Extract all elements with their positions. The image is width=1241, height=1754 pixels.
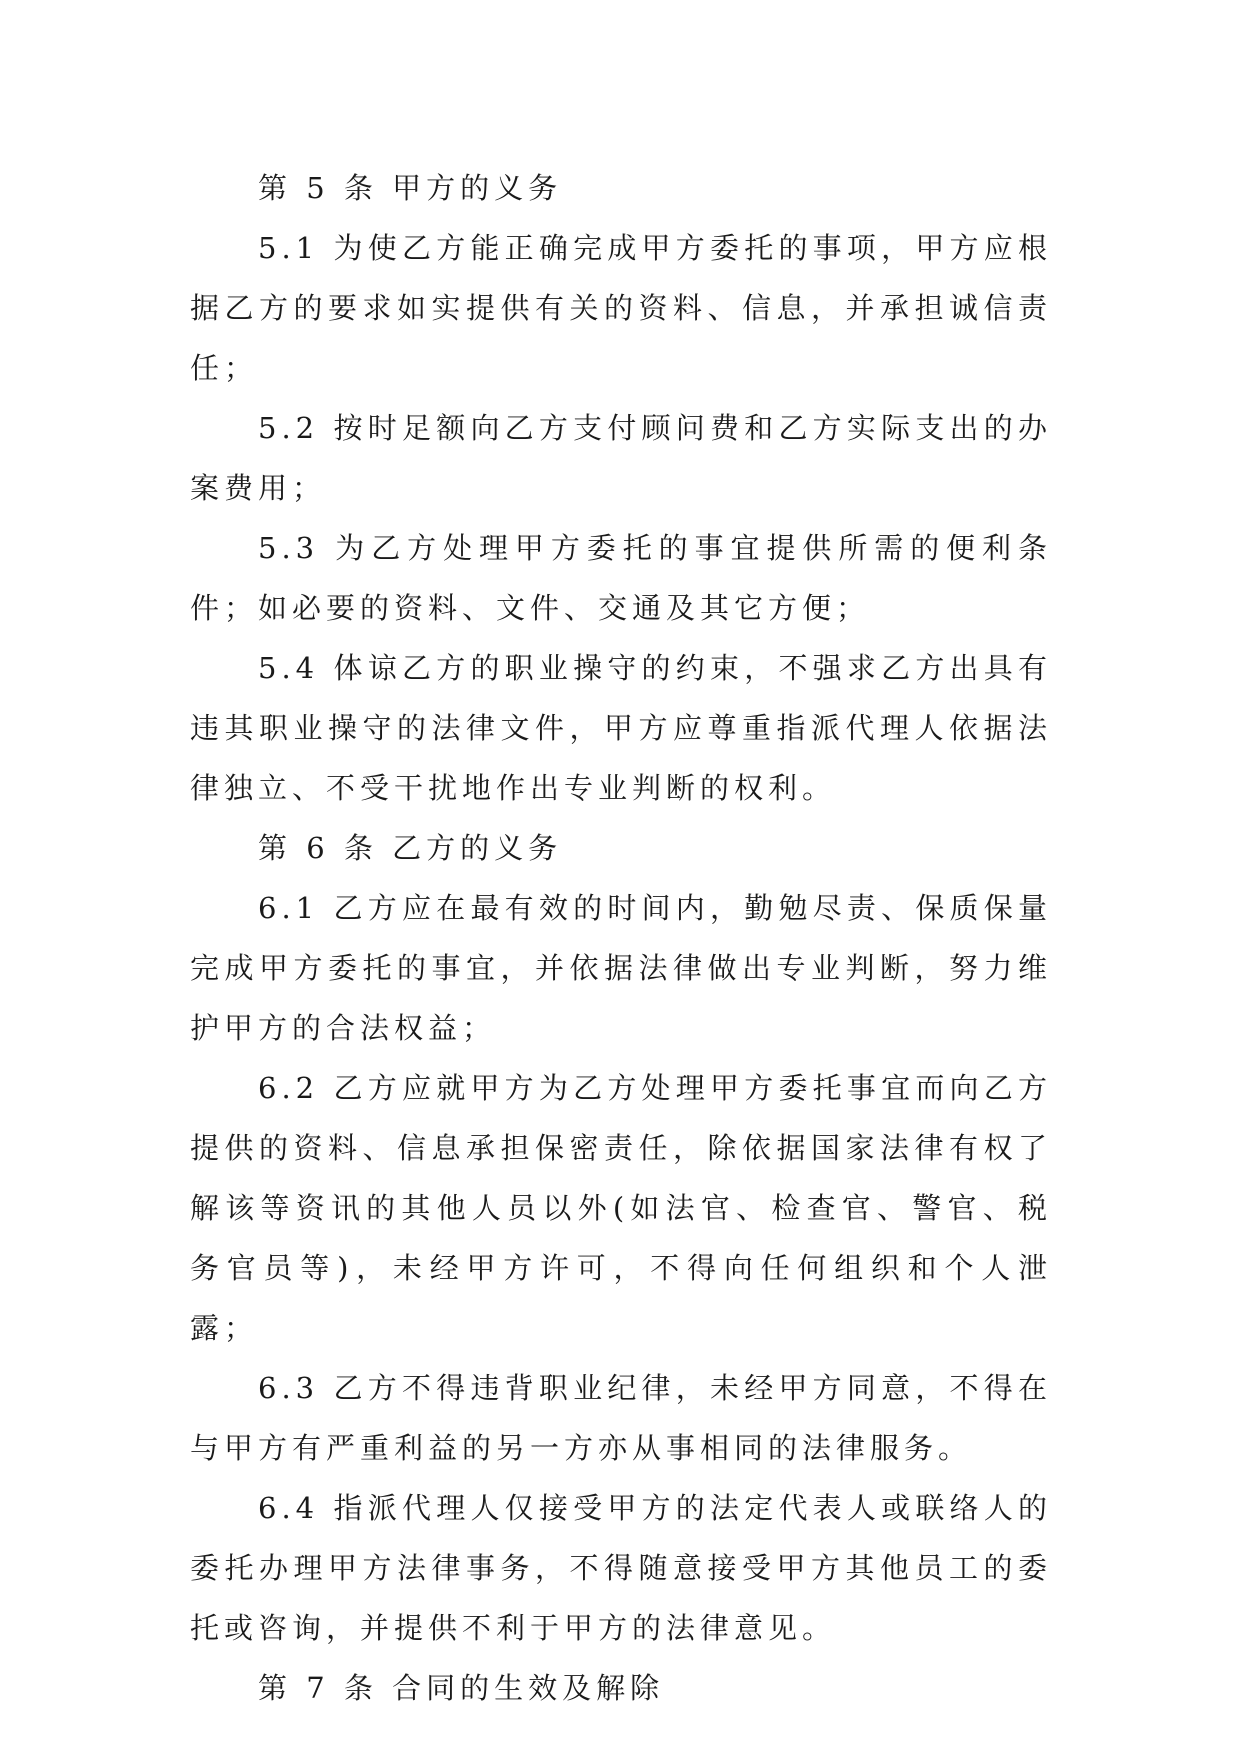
document-body <box>190 158 1052 1718</box>
clause-5-3: 5.3 为乙方处理甲方委托的事宜提供所需的便利条件；如必要的资料、文件、交通及其它方便； <box>190 531 1052 625</box>
clause-6-3: 6.3 乙方不得违背职业纪律，未经甲方同意，不得在与甲方有严重利益的另一方亦从事相同的法律服务。 <box>190 1371 1052 1465</box>
article-5-heading: 第 5 条 甲方的义务 <box>258 171 563 205</box>
clause-5-4: 5.4 体谅乙方的职业操守的约束，不强求乙方出具有违其职业操守的法律文件，甲方应尊重指派代理人依据法律独立、不受干扰地作出专业判断的权利。 <box>190 651 1052 805</box>
clause-5-1: 5.1 为使乙方能正确完成甲方委托的事项，甲方应根据乙方的要求如实提供有关的资料、信息，并承担诚信责任； <box>190 231 1052 385</box>
clause-6-4: 6.4 指派代理人仅接受甲方的法定代表人或联络人的委托办理甲方法律事务，不得随意接受甲方其他员工的委托或咨询，并提供不利于甲方的法律意见。 <box>190 1491 1052 1645</box>
clause-5-2: 5.2 按时足额向乙方支付顾问费和乙方实际支出的办案费用； <box>190 411 1052 505</box>
article-7-heading: 第 7 条 合同的生效及解除 <box>258 1671 665 1705</box>
article-6-heading: 第 6 条 乙方的义务 <box>258 831 563 865</box>
clause-6-1: 6.1 乙方应在最有效的时间内，勤勉尽责、保质保量完成甲方委托的事宜，并依据法律做出专业判断，努力维护甲方的合法权益； <box>190 891 1052 1045</box>
clause-6-2: 6.2 乙方应就甲方为乙方处理甲方委托事宜而向乙方提供的资料、信息承担保密责任，除依据国家法律有权了解该等资讯的其他人员以外(如法官、检查官、警官、税务官员等)，未经甲方许可，不得向任何组织和个人泄露； <box>190 1071 1052 1345</box>
